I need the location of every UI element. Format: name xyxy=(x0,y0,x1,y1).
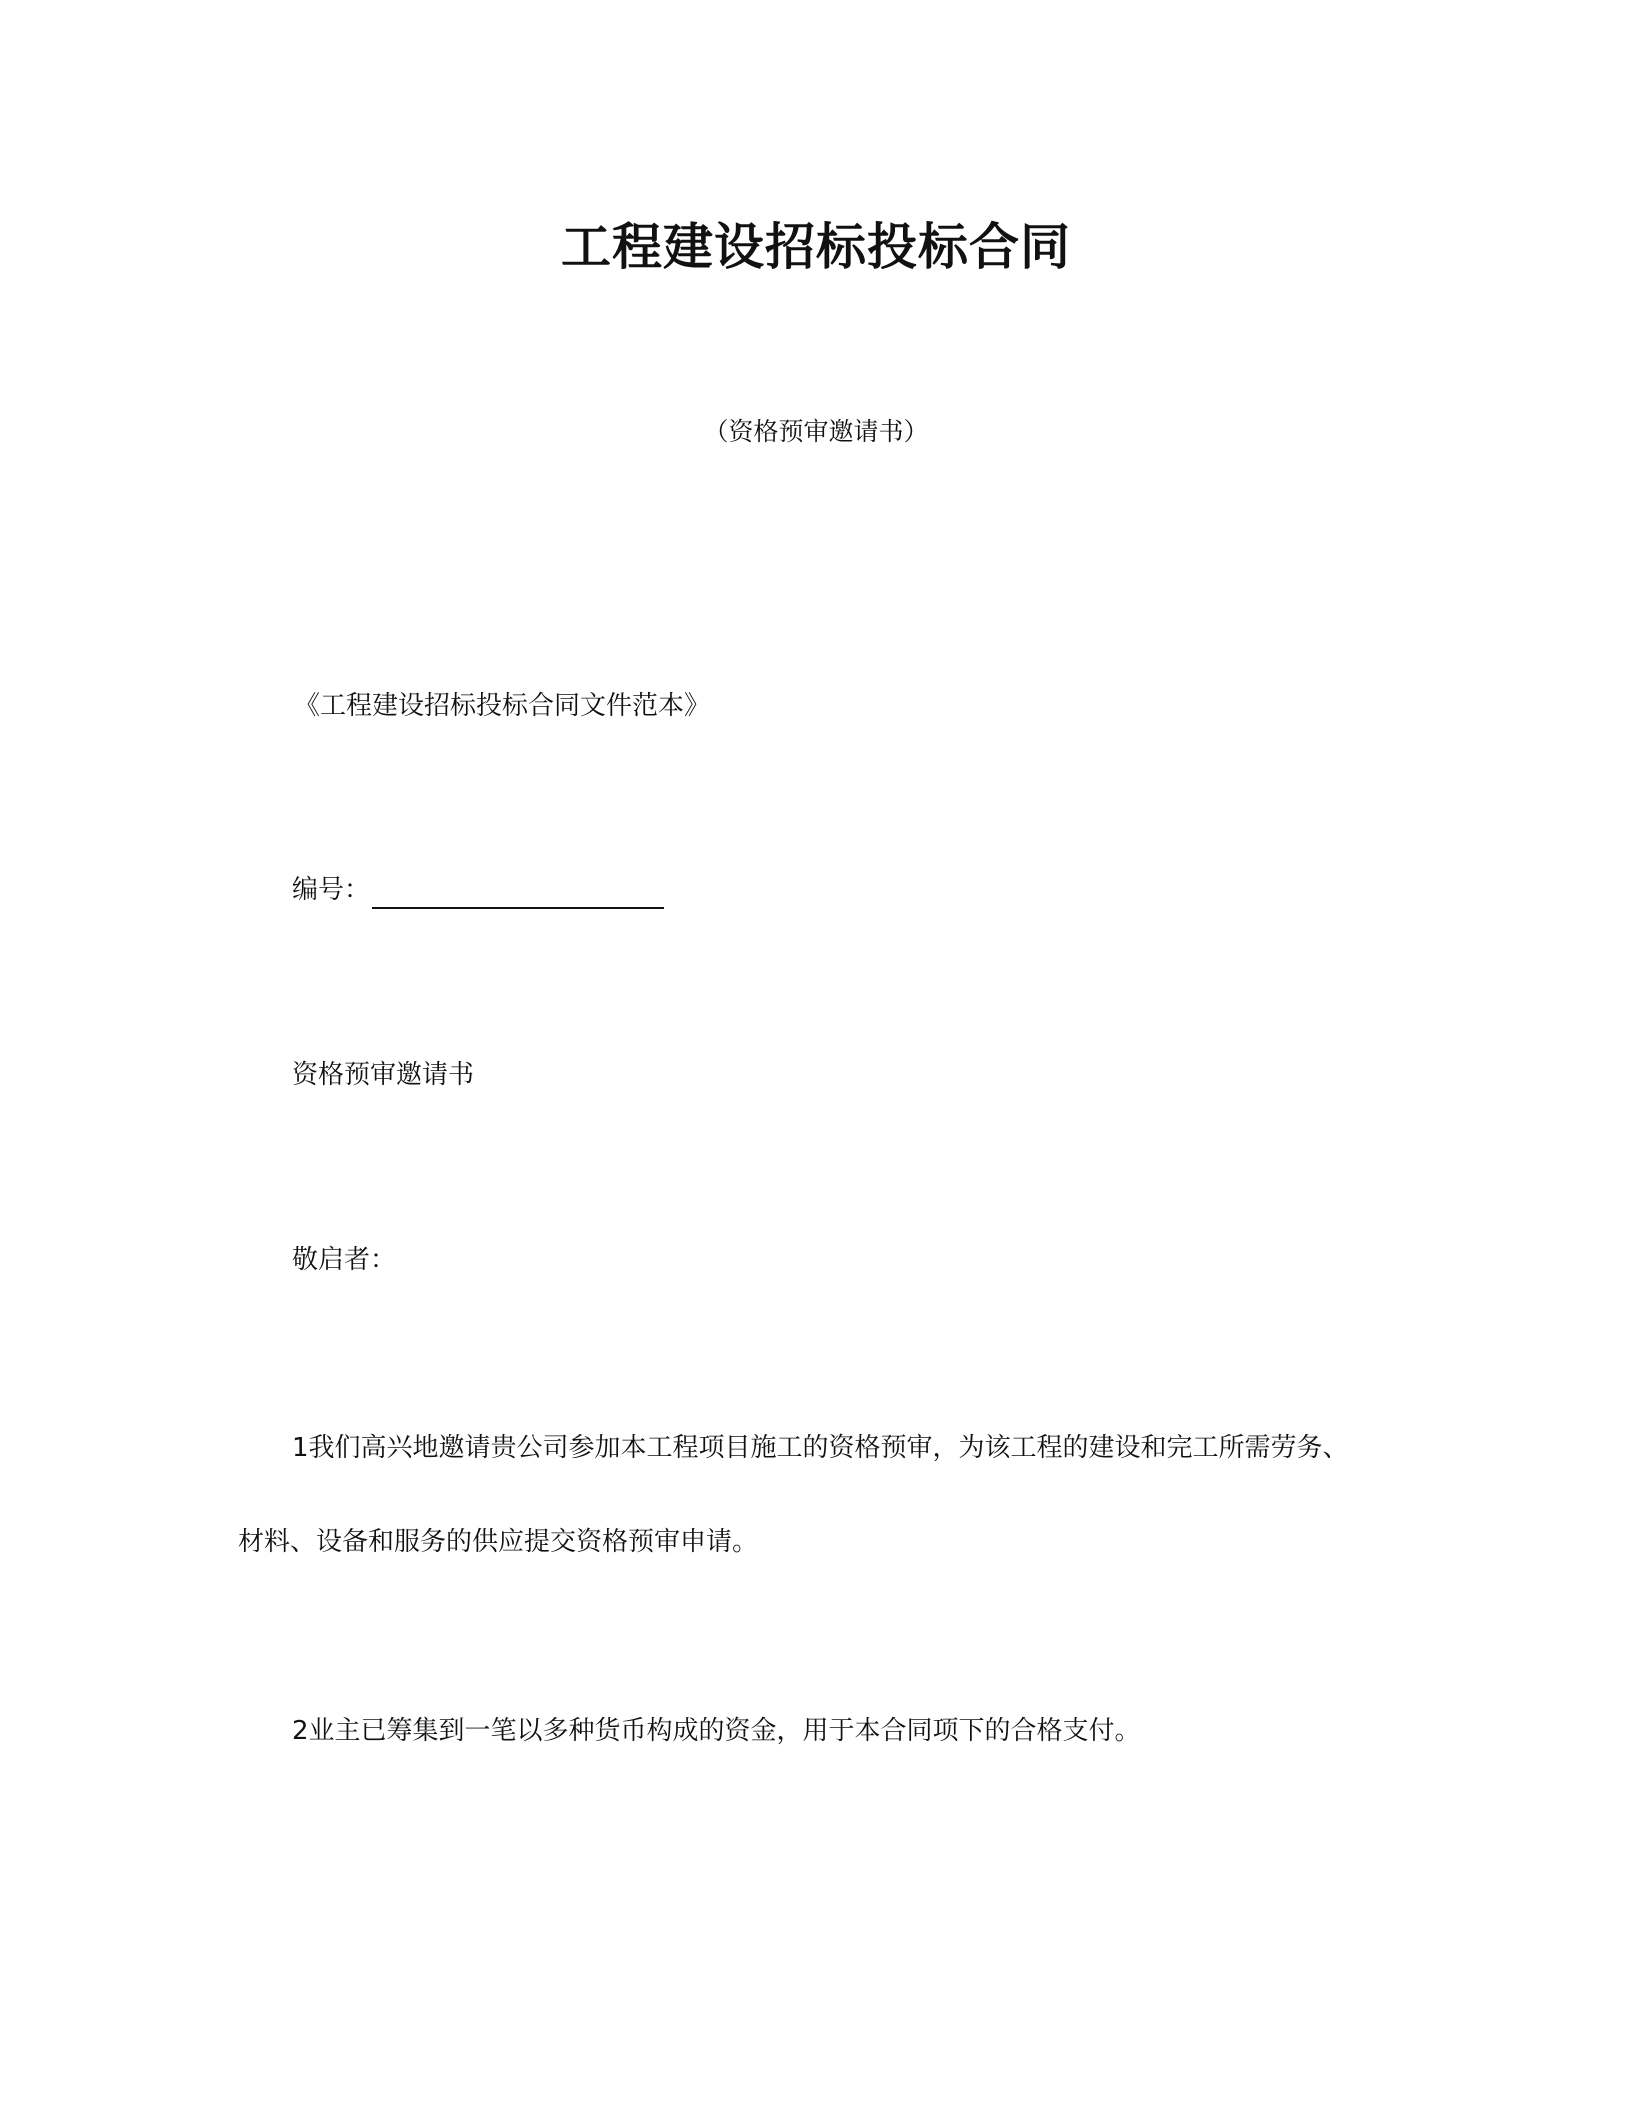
paragraph-2-line-1: 2业主已筹集到一笔以多种货币构成的资金，用于本合同项下的合格支付。 xyxy=(292,1716,1141,1746)
number-label: 编号： xyxy=(292,875,371,905)
paragraph-1-line-1: 1我们高兴地邀请贵公司参加本工程项目施工的资格预审，为该工程的建设和完工所需劳务、 xyxy=(292,1433,1349,1463)
number-blank-line xyxy=(372,907,664,909)
reference-title: 《工程建设招标投标合同文件范本》 xyxy=(294,691,711,721)
paragraph-1-line-2: 材料、设备和服务的供应提交资格预审申请。 xyxy=(238,1527,759,1557)
section-heading: 资格预审邀请书 xyxy=(292,1060,475,1090)
document-subtitle: （资格预审邀请书） xyxy=(703,417,929,446)
document-title: 工程建设招标投标合同 xyxy=(561,218,1071,276)
salutation: 敬启者： xyxy=(292,1245,397,1275)
